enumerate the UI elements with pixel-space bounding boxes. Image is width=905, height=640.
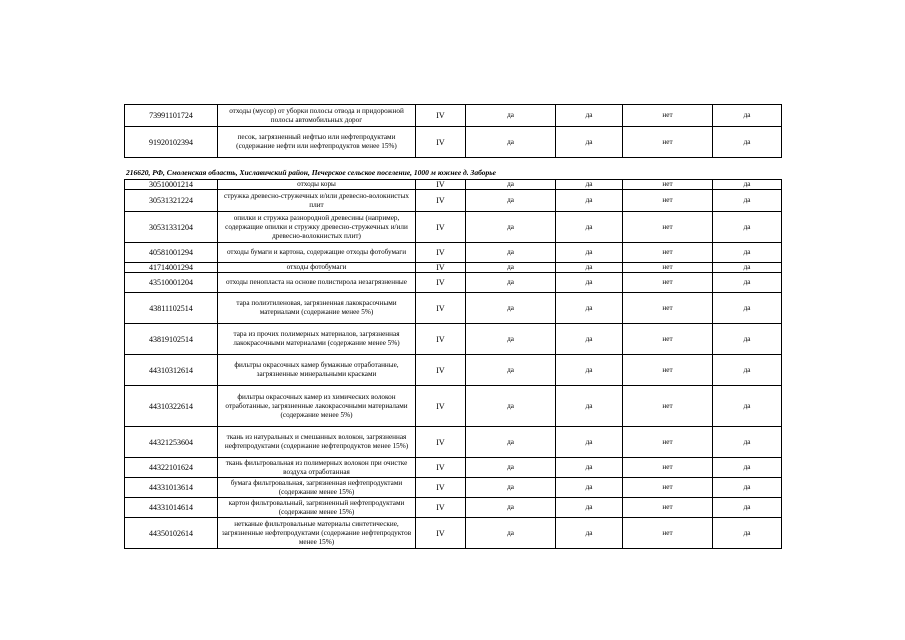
hazard-class: IV xyxy=(416,293,466,324)
col-2-value: да xyxy=(556,498,623,518)
hazard-class: IV xyxy=(416,243,466,263)
table-row xyxy=(125,127,782,158)
waste-name: отходы (мусор) от уборки полосы отвода и придорожной полосы автомобильных дорог xyxy=(218,105,416,127)
waste-name: тара полиэтиленовая, загрязненная лакокрасочными материалами (содержание менее 5%) xyxy=(218,293,416,324)
table-row xyxy=(125,293,782,324)
col-2-value: да xyxy=(556,324,623,355)
col-3-value: нет xyxy=(623,478,713,498)
col-1-value: да xyxy=(466,273,556,293)
waste-code: 30531321224 xyxy=(125,190,218,212)
col-3-value: нет xyxy=(623,293,713,324)
waste-name: отходы бумаги и картона, содержащие отходы фотобумаги xyxy=(218,243,416,263)
col-1-value: да xyxy=(466,293,556,324)
col-4-value: да xyxy=(713,105,782,127)
col-4-value: да xyxy=(713,243,782,263)
waste-name: бумага фильтровальная, загрязненная нефтепродуктами (содержание менее 15%) xyxy=(218,478,416,498)
col-1-value: да xyxy=(466,190,556,212)
col-2-value: да xyxy=(556,243,623,263)
table-row xyxy=(125,498,782,518)
col-1-value: да xyxy=(466,180,556,190)
waste-name: картон фильтровальный, загрязненный нефтепродуктами (содержание менее 15%) xyxy=(218,498,416,518)
waste-code: 44331013614 xyxy=(125,478,218,498)
col-2-value: да xyxy=(556,127,623,158)
col-3-value: нет xyxy=(623,273,713,293)
col-2-value: да xyxy=(556,518,623,549)
table-row xyxy=(125,180,782,190)
hazard-class: IV xyxy=(416,355,466,386)
col-3-value: нет xyxy=(623,243,713,263)
col-3-value: нет xyxy=(623,355,713,386)
hazard-class: IV xyxy=(416,263,466,273)
hazard-class: IV xyxy=(416,478,466,498)
hazard-class: IV xyxy=(416,498,466,518)
table-row xyxy=(125,518,782,549)
waste-code: 43819102514 xyxy=(125,324,218,355)
waste-name: песок, загрязненный нефтью или нефтепродуктами (содержание нефти или нефтепродуктов менее 15%) xyxy=(218,127,416,158)
col-3-value: нет xyxy=(623,386,713,427)
waste-table-main xyxy=(124,179,782,549)
waste-code: 30510001214 xyxy=(125,180,218,190)
col-4-value: да xyxy=(713,212,782,243)
col-2-value: да xyxy=(556,293,623,324)
col-4-value: да xyxy=(713,498,782,518)
col-4-value: да xyxy=(713,180,782,190)
col-2-value: да xyxy=(556,458,623,478)
waste-code: 44322101624 xyxy=(125,458,218,478)
table-row xyxy=(125,273,782,293)
table-row xyxy=(125,190,782,212)
col-1-value: да xyxy=(466,127,556,158)
col-3-value: нет xyxy=(623,263,713,273)
table-row xyxy=(125,324,782,355)
hazard-class: IV xyxy=(416,190,466,212)
col-1-value: да xyxy=(466,386,556,427)
hazard-class: IV xyxy=(416,518,466,549)
waste-code: 44331014614 xyxy=(125,498,218,518)
col-1-value: да xyxy=(466,212,556,243)
col-2-value: да xyxy=(556,386,623,427)
col-3-value: нет xyxy=(623,498,713,518)
table-row xyxy=(125,478,782,498)
waste-name: отходы пенопласта на основе полистирола незагрязненные xyxy=(218,273,416,293)
col-2-value: да xyxy=(556,478,623,498)
col-4-value: да xyxy=(713,478,782,498)
table-row xyxy=(125,355,782,386)
col-4-value: да xyxy=(713,324,782,355)
col-2-value: да xyxy=(556,212,623,243)
col-4-value: да xyxy=(713,518,782,549)
table-row xyxy=(125,105,782,127)
waste-code: 44310322614 xyxy=(125,386,218,427)
col-4-value: да xyxy=(713,263,782,273)
table-row xyxy=(125,386,782,427)
col-4-value: да xyxy=(713,127,782,158)
col-1-value: да xyxy=(466,478,556,498)
waste-name: стружка древесно-стружечных и/или древесно-волокнистых плит xyxy=(218,190,416,212)
waste-code: 30531331204 xyxy=(125,212,218,243)
hazard-class: IV xyxy=(416,386,466,427)
waste-code: 44321253604 xyxy=(125,427,218,458)
waste-name: нетканые фильтровальные материалы синтетические, загрязненные нефтепродуктами (содержание нефтепродуктов менее 15%) xyxy=(218,518,416,549)
table-row xyxy=(125,212,782,243)
hazard-class: IV xyxy=(416,180,466,190)
col-2-value: да xyxy=(556,105,623,127)
waste-code: 73991101724 xyxy=(125,105,218,127)
table-row xyxy=(125,458,782,478)
table-row xyxy=(125,243,782,263)
waste-name: отходы коры xyxy=(218,180,416,190)
waste-name: ткань из натуральных и смешанных волокон, загрязненная нефтепродуктами (содержание нефтепродуктов менее 15%) xyxy=(218,427,416,458)
col-4-value: да xyxy=(713,427,782,458)
col-1-value: да xyxy=(466,498,556,518)
col-3-value: нет xyxy=(623,105,713,127)
waste-code: 43510001204 xyxy=(125,273,218,293)
hazard-class: IV xyxy=(416,127,466,158)
col-3-value: нет xyxy=(623,518,713,549)
waste-code: 43811102514 xyxy=(125,293,218,324)
col-1-value: да xyxy=(466,427,556,458)
col-3-value: нет xyxy=(623,190,713,212)
hazard-class: IV xyxy=(416,212,466,243)
col-3-value: нет xyxy=(623,427,713,458)
col-4-value: да xyxy=(713,190,782,212)
waste-code: 91920102394 xyxy=(125,127,218,158)
waste-name: отходы фотобумаги xyxy=(218,263,416,273)
col-3-value: нет xyxy=(623,127,713,158)
waste-code: 41714001294 xyxy=(125,263,218,273)
col-2-value: да xyxy=(556,427,623,458)
waste-code: 40581001294 xyxy=(125,243,218,263)
col-2-value: да xyxy=(556,273,623,293)
hazard-class: IV xyxy=(416,324,466,355)
waste-table-top xyxy=(124,104,782,158)
site-address: 216620, РФ, Смоленская область, Хиславичский район, Печерское сельское поселение, 1000 м южнее д. Заборье xyxy=(126,168,496,177)
col-4-value: да xyxy=(713,273,782,293)
waste-code: 44350102614 xyxy=(125,518,218,549)
hazard-class: IV xyxy=(416,458,466,478)
col-4-value: да xyxy=(713,355,782,386)
col-1-value: да xyxy=(466,518,556,549)
col-3-value: нет xyxy=(623,212,713,243)
col-2-value: да xyxy=(556,355,623,386)
col-3-value: нет xyxy=(623,458,713,478)
col-1-value: да xyxy=(466,355,556,386)
hazard-class: IV xyxy=(416,273,466,293)
hazard-class: IV xyxy=(416,105,466,127)
col-3-value: нет xyxy=(623,180,713,190)
waste-name: опилки и стружка разнородной древесины (например, содержащие опилки и стружку древесно-стружечных и/или древесно-волокнистых плит) xyxy=(218,212,416,243)
table-row xyxy=(125,427,782,458)
col-1-value: да xyxy=(466,105,556,127)
col-2-value: да xyxy=(556,180,623,190)
waste-code: 44310312614 xyxy=(125,355,218,386)
waste-name: тара из прочих полимерных материалов, загрязненная лакокрасочными материалами (содержание менее 5%) xyxy=(218,324,416,355)
col-4-value: да xyxy=(713,386,782,427)
col-3-value: нет xyxy=(623,324,713,355)
col-1-value: да xyxy=(466,263,556,273)
waste-name: фильтры окрасочных камер из химических волокон отработанные, загрязненные лакокрасочными материалами (содержание менее 5%) xyxy=(218,386,416,427)
col-1-value: да xyxy=(466,243,556,263)
col-4-value: да xyxy=(713,293,782,324)
hazard-class: IV xyxy=(416,427,466,458)
col-1-value: да xyxy=(466,324,556,355)
col-2-value: да xyxy=(556,190,623,212)
waste-name: ткань фильтровальная из полимерных волокон при очистке воздуха отработанная xyxy=(218,458,416,478)
waste-name: фильтры окрасочных камер бумажные отработанные, загрязненные минеральными красками xyxy=(218,355,416,386)
col-2-value: да xyxy=(556,263,623,273)
table-row xyxy=(125,263,782,273)
col-1-value: да xyxy=(466,458,556,478)
col-4-value: да xyxy=(713,458,782,478)
